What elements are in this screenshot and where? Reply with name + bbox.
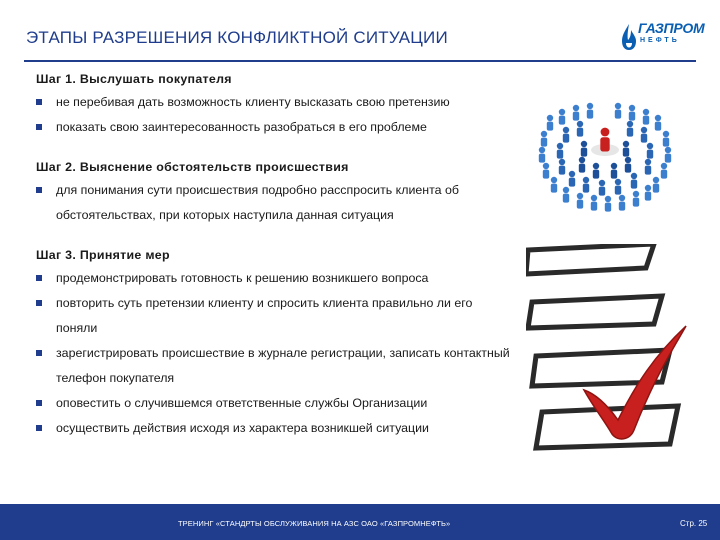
- logo-subtitle: НЕФТЬ: [640, 37, 680, 44]
- list-item: не перебивая дать возможность клиенту высказать свою претензию: [36, 90, 516, 115]
- bullet-icon: [36, 300, 42, 306]
- step-1: [36, 68, 516, 140]
- crowd-illustration: [530, 88, 680, 218]
- step-3: [36, 244, 516, 441]
- step-heading: Шаг 1. Выслушать покупателя: [36, 72, 232, 86]
- footer-text: ТРЕНИНГ «СТАНДРТЫ ОБСЛУЖИВАНИЯ НА АЗС ОАО «ГАЗПРОМНЕФТЬ»: [178, 519, 451, 528]
- bullet-icon: [36, 187, 42, 193]
- page-number: Стр. 25: [680, 519, 708, 528]
- bullet-icon: [36, 124, 42, 130]
- flame-logo-icon: [620, 22, 638, 52]
- bullet-icon: [36, 99, 42, 105]
- step-heading: Шаг 2. Выяснение обстоятельств происшествия: [36, 160, 349, 174]
- list-item: зарегистрировать происшествие в журнале регистрации, записать контактный телефон покупателя: [36, 341, 516, 391]
- page-title: ЭТАПЫ РАЗРЕШЕНИЯ КОНФЛИКТНОЙ СИТУАЦИИ: [26, 28, 448, 47]
- bullet-icon: [36, 400, 42, 406]
- list-item: оповестить о случившемся ответственные службы Организации: [36, 391, 516, 416]
- checklist-illustration: [526, 244, 696, 460]
- logo-name: ГАЗПРОМ: [638, 20, 705, 36]
- list-item: повторить суть претензии клиенту и спросить клиента правильно ли его поняли: [36, 291, 516, 341]
- steps-content: [36, 68, 516, 441]
- gazprom-neft-logo: [620, 20, 705, 56]
- step-heading: Шаг 3. Принятие мер: [36, 248, 170, 262]
- bullet-icon: [36, 425, 42, 431]
- list-item: осуществить действия исходя из характера возникшей ситуации: [36, 416, 516, 441]
- list-item: для понимания сути происшествия подробно расспросить клиента об обстоятельствах, при которых наступила данная ситуация: [36, 178, 516, 228]
- header-divider: [24, 60, 696, 62]
- list-item: продемонстрировать готовность к решению возникшего вопроса: [36, 266, 516, 291]
- bullet-icon: [36, 275, 42, 281]
- bullet-icon: [36, 350, 42, 356]
- footer-bar: [0, 504, 720, 540]
- list-item: показать свою заинтересованность разобраться в его проблеме: [36, 115, 516, 140]
- step-2: [36, 156, 516, 228]
